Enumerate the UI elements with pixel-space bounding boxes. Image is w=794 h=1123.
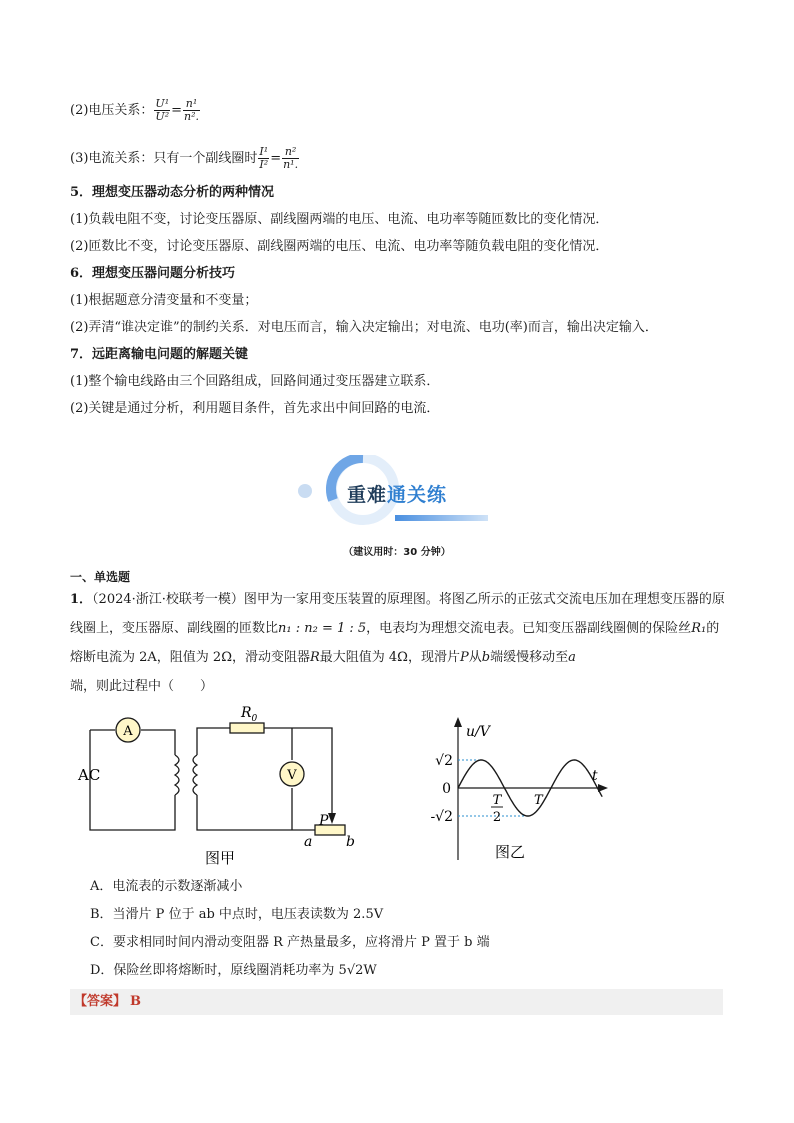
half-period-num: T	[492, 793, 502, 808]
waveform-graph	[420, 715, 620, 865]
suggested-time: （建议用时：30 分钟）	[343, 547, 451, 558]
voltage-rden: n².	[184, 110, 200, 123]
question-part: 最大阻值为 4Ω，现滑片	[319, 650, 460, 665]
voltage-label: (2)电压关系：	[70, 103, 154, 118]
voltage-fraction-right	[183, 98, 200, 123]
y-axis-arrow	[454, 717, 462, 727]
voltage-relation: (2)电压关系： $\frac{\text{U¹}}{\text{U²}}$ = $\frac{\text{n¹}}{\text{n².}}$	[70, 97, 200, 123]
current-relation: (3)电流关系：只有一个副线圈时 $\frac{\text{I¹}}{\text{I²}}$ = $\frac{\text{n²}}{\text{n¹.}}$	[70, 145, 299, 171]
banner-dot	[298, 484, 312, 498]
r0-label	[240, 705, 258, 724]
r0-main: R	[241, 705, 252, 721]
end-a-label: a	[304, 834, 313, 850]
origin-label: 0	[442, 781, 451, 797]
current-label: (3)电流关系：只有一个副线圈时	[70, 151, 258, 166]
slider-arrow	[328, 813, 336, 824]
question-part: 的熔断电流为 2A，阻值为 2Ω，滑动变阻器	[70, 621, 720, 665]
option-b: B．当滑片 P 位于 ab 中点时，电压表读数为 2.5V	[90, 907, 384, 922]
question-part: 端缓慢移动至	[490, 650, 569, 665]
secondary-wire-bottom	[197, 795, 328, 830]
t-axis-label: t	[592, 768, 598, 784]
slider-symbol: P	[459, 650, 469, 665]
note-line: (1)整个输电线路由三个回路组成，回路间通过变压器建立联系．	[70, 374, 440, 389]
note-line: (2)匝数比不变，讨论变压器原、副线圈两端的电压、电流、电功率等随负载电阻的变化情况．	[70, 239, 609, 254]
turns-ratio: n₁ : n₂ = 1 : 5	[278, 621, 367, 636]
ac-source-label: AC	[78, 766, 101, 784]
answer-value: B	[130, 994, 142, 1009]
option-d: D．保险丝即将熔断时，原线圈消耗功率为 5√2W	[90, 963, 377, 978]
fuse-symbol: R₁	[691, 621, 707, 636]
y-axis-label: u/V	[466, 724, 490, 740]
rheostat-symbol: R	[309, 650, 320, 665]
question-part: ，电表均为理想交流电表。已知变压器副线圈侧的保险丝	[366, 621, 692, 636]
voltage-num: U¹	[155, 97, 170, 110]
note-line: (1)根据题意分清变量和不变量；	[70, 293, 258, 308]
current-fraction-right	[282, 146, 299, 171]
answer-tag: 【答案】	[74, 994, 127, 1009]
secondary-coil	[193, 755, 197, 795]
current-num: I¹	[259, 145, 269, 158]
question-source: （2024·浙江·校联考一模）	[92, 592, 244, 607]
current-fraction-left	[258, 146, 269, 171]
banner-title-part1: 重难	[347, 484, 388, 506]
voltage-den: U²	[155, 110, 170, 123]
trough-label: -√2	[430, 809, 453, 825]
question-part: 图甲为一家用变压装置的原理图。将图乙所示的正弦式交流电压加在理想变压器的原线圈上，变压器原、副线圈的匝数比	[70, 592, 725, 636]
question-part: 从	[468, 650, 482, 665]
banner-title	[347, 480, 447, 507]
note-line: (2)弄清“谁决定谁”的制约关系．对电压而言，输入决定输出；对电流、电功(率)而言，输出决定输入．	[70, 320, 658, 335]
note-line: (1)负载电阻不变，讨论变压器原、副线圈两端的电压、电流、电功率等随匝数比的变化情况．	[70, 212, 609, 227]
current-den: I²	[259, 158, 269, 171]
section-title: 一、单选题	[70, 570, 131, 584]
primary-coil	[175, 755, 179, 795]
end-a-symbol: a	[568, 650, 576, 665]
option-a: A．电流表的示数逐渐减小	[90, 879, 243, 894]
end-b-symbol: b	[481, 650, 491, 665]
current-rnum: n²	[282, 146, 299, 159]
voltage-rnum: n¹	[183, 98, 200, 111]
note-line: 6．理想变压器问题分析技巧	[70, 266, 236, 281]
banner-bar	[395, 515, 488, 521]
question-number: 1．	[70, 592, 93, 607]
figure-b-caption: 图乙	[494, 843, 526, 861]
question-part: 端，则此过程中（ ）	[70, 679, 214, 694]
option-c: C．要求相同时间内滑动变阻器 R 产热量最多，应将滑片 P 置于 b 端	[90, 935, 490, 950]
primary-wire	[90, 730, 175, 830]
slider-label: P	[319, 813, 329, 829]
half-period-den: 2	[492, 810, 502, 825]
circuit-diagram	[70, 700, 370, 870]
resistor-r0	[230, 723, 264, 733]
answer-box	[70, 989, 723, 1015]
note-line: 7．远距离输电问题的解题关键	[70, 347, 249, 362]
ammeter-label: A	[123, 724, 133, 739]
period-label: T	[534, 793, 543, 808]
peak-label: √2	[435, 753, 453, 769]
secondary-wire-top	[197, 728, 332, 813]
note-line: 5．理想变压器动态分析的两种情况	[70, 185, 275, 200]
figure-a-caption: 图甲	[204, 849, 236, 867]
end-b-label: b	[346, 834, 355, 850]
r0-subscript: 0	[251, 714, 258, 724]
note-line: (2)关键是通过分析，利用题目条件，首先求出中间回路的电流．	[70, 401, 440, 416]
current-rden: n¹.	[283, 158, 299, 171]
question-text	[70, 585, 725, 701]
voltmeter-label: V	[287, 768, 297, 783]
voltage-fraction-left	[154, 98, 170, 123]
banner-title-part2: 通关练	[387, 484, 448, 506]
